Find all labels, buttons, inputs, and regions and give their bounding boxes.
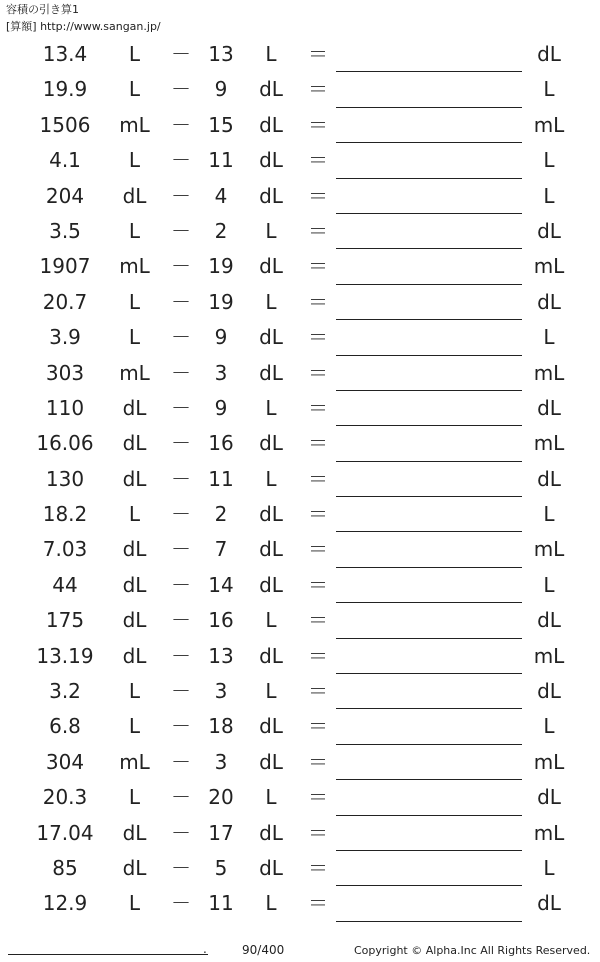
result-unit: L xyxy=(543,572,555,597)
subtrahend-unit: dL xyxy=(259,360,283,385)
subtrahend-value: 19 xyxy=(208,289,234,314)
result-unit: dL xyxy=(537,395,561,420)
result-unit: mL xyxy=(533,112,565,137)
answer-blank[interactable] xyxy=(336,37,522,72)
answer-blank[interactable] xyxy=(336,320,522,355)
problem-row xyxy=(0,108,600,143)
minuend-value: 20.3 xyxy=(42,785,88,810)
minus-sign: － xyxy=(171,643,191,668)
subtrahend-unit: dL xyxy=(259,148,283,173)
minuend-value: 13.19 xyxy=(36,643,94,668)
problem-row xyxy=(0,426,600,461)
minuend-value: 7.03 xyxy=(42,537,88,562)
result-unit: L xyxy=(543,855,555,880)
subtrahend-value: 13 xyxy=(208,42,234,66)
footer-dot: . xyxy=(203,942,207,956)
minuend-unit: L xyxy=(128,218,141,243)
answer-blank[interactable] xyxy=(336,108,522,143)
subtrahend-value: 11 xyxy=(208,466,234,491)
minuend-value: 304 xyxy=(45,749,85,774)
subtrahend-unit: dL xyxy=(259,502,283,527)
result-unit: dL xyxy=(537,608,561,633)
problem-row xyxy=(0,391,600,426)
minuend-unit: mL xyxy=(119,112,150,137)
result-unit: mL xyxy=(533,537,565,562)
answer-blank[interactable] xyxy=(336,816,522,851)
minus-sign: － xyxy=(171,714,191,739)
answer-blank[interactable] xyxy=(336,886,522,921)
subtrahend-unit: L xyxy=(265,679,277,704)
problem-row xyxy=(0,780,600,815)
problem-row xyxy=(0,709,600,744)
subtrahend-unit: dL xyxy=(259,254,283,279)
subtrahend-unit: L xyxy=(265,466,277,491)
result-unit: dL xyxy=(537,785,561,810)
minus-sign: － xyxy=(171,820,191,845)
equals-sign: ＝ xyxy=(308,855,328,880)
name-line xyxy=(8,954,208,955)
minuend-unit: L xyxy=(128,679,141,704)
answer-blank[interactable] xyxy=(336,603,522,638)
equals-sign: ＝ xyxy=(308,820,328,845)
answer-blank[interactable] xyxy=(336,214,522,249)
minuend-unit: dL xyxy=(122,395,147,420)
subtrahend-unit: L xyxy=(265,608,277,633)
equals-sign: ＝ xyxy=(308,466,328,491)
minuend-value: 175 xyxy=(45,608,85,633)
result-unit: L xyxy=(543,77,555,102)
equals-sign: ＝ xyxy=(308,360,328,385)
subtrahend-value: 11 xyxy=(208,891,234,916)
answer-blank[interactable] xyxy=(336,285,522,320)
minus-sign: － xyxy=(171,431,191,456)
minus-sign: － xyxy=(171,112,191,137)
subtrahend-value: 3 xyxy=(214,679,228,704)
answer-blank[interactable] xyxy=(336,851,522,886)
answer-underline xyxy=(336,921,522,922)
result-unit: L xyxy=(543,502,555,527)
minuend-value: 3.9 xyxy=(49,325,81,350)
answer-blank[interactable] xyxy=(336,674,522,709)
minus-sign: － xyxy=(171,218,191,243)
subtrahend-unit: dL xyxy=(259,325,283,350)
equals-sign: ＝ xyxy=(308,537,328,562)
result-unit: mL xyxy=(533,360,565,385)
minuend-unit: dL xyxy=(122,183,147,208)
subtrahend-value: 3 xyxy=(214,360,228,385)
subtrahend-unit: dL xyxy=(259,537,283,562)
subtrahend-value: 19 xyxy=(208,254,234,279)
minus-sign: － xyxy=(171,395,191,420)
minus-sign: － xyxy=(171,749,191,774)
minuend-value: 19.9 xyxy=(42,77,88,102)
subtrahend-value: 17 xyxy=(208,820,234,845)
minuend-unit: L xyxy=(128,77,141,102)
minus-sign: － xyxy=(171,855,191,880)
equals-sign: ＝ xyxy=(308,148,328,173)
minuend-value: 16.06 xyxy=(36,431,94,456)
minus-sign: － xyxy=(171,537,191,562)
subtrahend-unit: dL xyxy=(259,643,283,668)
equals-sign: ＝ xyxy=(308,502,328,527)
minuend-value: 85 xyxy=(52,855,78,880)
equals-sign: ＝ xyxy=(308,643,328,668)
minuend-value: 130 xyxy=(45,466,85,491)
answer-blank[interactable] xyxy=(336,568,522,603)
subtrahend-unit: dL xyxy=(259,112,283,137)
subtrahend-value: 18 xyxy=(208,714,234,739)
minuend-unit: dL xyxy=(122,643,147,668)
answer-blank[interactable] xyxy=(336,462,522,497)
minuend-value: 110 xyxy=(45,395,85,420)
equals-sign: ＝ xyxy=(308,325,328,350)
minuend-unit: L xyxy=(128,325,141,350)
subtrahend-unit: L xyxy=(265,785,277,810)
minuend-value: 12.9 xyxy=(42,891,88,916)
subtrahend-unit: dL xyxy=(259,183,283,208)
result-unit: L xyxy=(543,183,555,208)
minus-sign: － xyxy=(171,360,191,385)
minuend-value: 20.7 xyxy=(42,289,88,314)
problem-row xyxy=(0,603,600,638)
minus-sign: － xyxy=(171,679,191,704)
minuend-unit: mL xyxy=(119,749,150,774)
subtrahend-value: 4 xyxy=(214,183,228,208)
subtrahend-value: 13 xyxy=(208,643,234,668)
problem-row xyxy=(0,72,600,107)
minuend-unit: L xyxy=(128,148,141,173)
minuend-value: 3.2 xyxy=(49,679,81,704)
result-unit: L xyxy=(543,148,555,173)
equals-sign: ＝ xyxy=(308,395,328,420)
minuend-unit: dL xyxy=(122,572,147,597)
minuend-unit: L xyxy=(128,785,141,810)
problem-row xyxy=(0,249,600,284)
equals-sign: ＝ xyxy=(308,572,328,597)
equals-sign: ＝ xyxy=(308,608,328,633)
minuend-unit: L xyxy=(128,289,141,314)
subtrahend-value: 15 xyxy=(208,112,234,137)
minuend-unit: L xyxy=(128,42,141,66)
minus-sign: － xyxy=(171,325,191,350)
equals-sign: ＝ xyxy=(308,289,328,314)
minus-sign: － xyxy=(171,502,191,527)
subtrahend-unit: dL xyxy=(259,431,283,456)
minuend-value: 1907 xyxy=(39,254,91,279)
minuend-unit: L xyxy=(128,714,141,739)
page-number: 90/400 xyxy=(242,943,285,957)
problem-row xyxy=(0,532,600,567)
result-unit: dL xyxy=(537,679,561,704)
minuend-value: 204 xyxy=(45,183,85,208)
problem-row xyxy=(0,639,600,674)
answer-blank[interactable] xyxy=(336,745,522,780)
answer-blank[interactable] xyxy=(336,249,522,284)
worksheet-title: 容積の引き算1 xyxy=(6,3,79,16)
equals-sign: ＝ xyxy=(308,714,328,739)
minuend-value: 6.8 xyxy=(49,714,81,739)
subtrahend-unit: L xyxy=(265,289,277,314)
problem-row xyxy=(0,462,600,497)
subtrahend-value: 2 xyxy=(214,502,228,527)
subtrahend-unit: L xyxy=(265,42,277,66)
problem-row xyxy=(0,214,600,249)
subtrahend-unit: dL xyxy=(259,749,283,774)
problem-row xyxy=(0,285,600,320)
subtrahend-value: 9 xyxy=(214,325,228,350)
minus-sign: － xyxy=(171,254,191,279)
minus-sign: － xyxy=(171,148,191,173)
problem-list xyxy=(0,37,600,922)
problem-row xyxy=(0,851,600,886)
equals-sign: ＝ xyxy=(308,42,328,66)
equals-sign: ＝ xyxy=(308,749,328,774)
minuend-unit: dL xyxy=(122,608,147,633)
minus-sign: － xyxy=(171,608,191,633)
minuend-unit: dL xyxy=(122,466,147,491)
subtrahend-unit: dL xyxy=(259,855,283,880)
result-unit: dL xyxy=(537,466,561,491)
copyright: Copyright © Alpha.Inc All Rights Reserved. xyxy=(354,944,591,957)
minuend-value: 1506 xyxy=(39,112,91,137)
minuend-unit: L xyxy=(128,502,141,527)
subtrahend-value: 5 xyxy=(214,855,228,880)
subtrahend-value: 7 xyxy=(214,537,228,562)
subtrahend-value: 11 xyxy=(208,148,234,173)
equals-sign: ＝ xyxy=(308,218,328,243)
answer-blank[interactable] xyxy=(336,639,522,674)
result-unit: dL xyxy=(537,42,561,66)
minus-sign: － xyxy=(171,785,191,810)
minus-sign: － xyxy=(171,572,191,597)
equals-sign: ＝ xyxy=(308,112,328,137)
minuend-value: 13.4 xyxy=(42,42,88,66)
minuend-unit: dL xyxy=(122,855,147,880)
equals-sign: ＝ xyxy=(308,891,328,916)
subtrahend-unit: dL xyxy=(259,820,283,845)
subtrahend-unit: dL xyxy=(259,572,283,597)
result-unit: dL xyxy=(537,218,561,243)
minuend-unit: dL xyxy=(122,820,147,845)
subtrahend-unit: dL xyxy=(259,714,283,739)
answer-blank[interactable] xyxy=(336,391,522,426)
subtrahend-value: 2 xyxy=(214,218,228,243)
subtrahend-unit: L xyxy=(265,218,277,243)
minuend-unit: dL xyxy=(122,431,147,456)
minus-sign: － xyxy=(171,289,191,314)
minuend-value: 44 xyxy=(52,572,78,597)
minus-sign: － xyxy=(171,77,191,102)
result-unit: mL xyxy=(533,254,565,279)
problem-row xyxy=(0,179,600,214)
minuend-value: 17.04 xyxy=(36,820,94,845)
problem-row xyxy=(0,886,600,921)
result-unit: mL xyxy=(533,643,565,668)
result-unit: dL xyxy=(537,891,561,916)
problem-row xyxy=(0,356,600,391)
minuend-unit: mL xyxy=(119,254,150,279)
answer-blank[interactable] xyxy=(336,497,522,532)
result-unit: L xyxy=(543,714,555,739)
answer-blank[interactable] xyxy=(336,532,522,567)
subtrahend-value: 3 xyxy=(214,749,228,774)
answer-blank[interactable] xyxy=(336,179,522,214)
subtrahend-value: 9 xyxy=(214,77,228,102)
subtrahend-value: 20 xyxy=(208,785,234,810)
subtrahend-value: 16 xyxy=(208,431,234,456)
result-unit: mL xyxy=(533,820,565,845)
minuend-unit: dL xyxy=(122,537,147,562)
answer-blank[interactable] xyxy=(336,709,522,744)
source-label: [算額] http://www.sangan.jp/ xyxy=(6,20,161,33)
equals-sign: ＝ xyxy=(308,183,328,208)
answer-blank[interactable] xyxy=(336,426,522,461)
result-unit: dL xyxy=(537,289,561,314)
subtrahend-value: 9 xyxy=(214,395,228,420)
minus-sign: － xyxy=(171,891,191,916)
subtrahend-unit: L xyxy=(265,891,277,916)
answer-blank[interactable] xyxy=(336,143,522,178)
minus-sign: － xyxy=(171,466,191,491)
problem-row xyxy=(0,37,600,72)
problem-row xyxy=(0,674,600,709)
problem-row xyxy=(0,497,600,532)
answer-blank[interactable] xyxy=(336,72,522,107)
minus-sign: － xyxy=(171,183,191,208)
problem-row xyxy=(0,143,600,178)
minuend-value: 303 xyxy=(45,360,85,385)
answer-blank[interactable] xyxy=(336,780,522,815)
answer-blank[interactable] xyxy=(336,356,522,391)
minuend-unit: mL xyxy=(119,360,150,385)
result-unit: L xyxy=(543,325,555,350)
equals-sign: ＝ xyxy=(308,431,328,456)
equals-sign: ＝ xyxy=(308,254,328,279)
problem-row xyxy=(0,320,600,355)
subtrahend-unit: L xyxy=(265,395,277,420)
problem-row xyxy=(0,568,600,603)
equals-sign: ＝ xyxy=(308,679,328,704)
minuend-value: 3.5 xyxy=(49,218,81,243)
equals-sign: ＝ xyxy=(308,785,328,810)
result-unit: mL xyxy=(533,749,565,774)
minus-sign: － xyxy=(171,42,191,66)
subtrahend-value: 14 xyxy=(208,572,234,597)
subtrahend-unit: dL xyxy=(259,77,283,102)
result-unit: mL xyxy=(533,431,565,456)
problem-row xyxy=(0,816,600,851)
subtrahend-value: 16 xyxy=(208,608,234,633)
equals-sign: ＝ xyxy=(308,77,328,102)
minuend-value: 18.2 xyxy=(42,502,88,527)
problem-row xyxy=(0,745,600,780)
minuend-unit: L xyxy=(128,891,141,916)
minuend-value: 4.1 xyxy=(49,148,81,173)
